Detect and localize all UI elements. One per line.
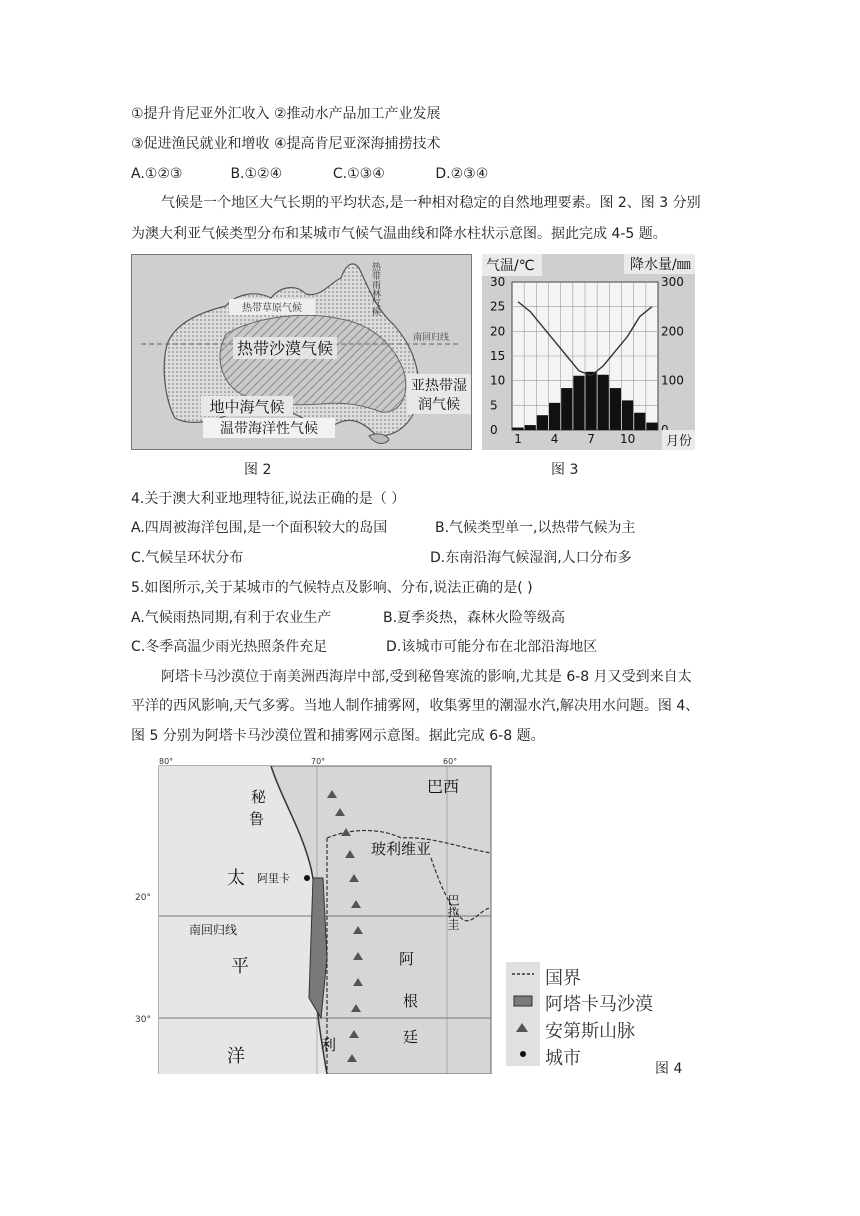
legend-symbols (506, 962, 540, 1066)
precip-bar-2 (525, 425, 536, 430)
question-5-option-b: B.夏季炎热，森林火险等级高 (383, 610, 566, 626)
figure-2-caption: 图 2 (244, 462, 272, 478)
question-5: 5.如图所示,关于某城市的气候特点及影响、分布,说法正确的是( ) (131, 580, 533, 596)
month-axis-label: 月份 (666, 434, 693, 449)
lon-80-label: 80° (159, 758, 174, 766)
label-desert: 热带沙漠气候 (236, 339, 334, 358)
precip-tick-200: 200 (661, 324, 684, 339)
city-arica-label: 阿里卡 (257, 872, 290, 885)
question-4-option-d: D.东南沿海气候湿润,人口分布多 (430, 550, 632, 566)
precip-bar-11 (634, 413, 645, 430)
answer-c: C.①③④ (332, 166, 385, 182)
pacific-label-2: 平 (231, 956, 249, 977)
answer-a: A.①②③ (131, 166, 183, 182)
lat-20-label: 20° (135, 893, 151, 903)
label-oceanic: 温带海洋性气候 (220, 421, 318, 437)
paragraph-1-line-2: 为澳大利亚气候类型分布和某城市气候气温曲线和降水柱状示意图。据此完成 4-5 题。 (131, 226, 667, 242)
label-subtropical-2: 润气候 (418, 397, 460, 413)
precip-bar-1 (513, 428, 524, 430)
peru-label-1: 秘 (251, 788, 267, 806)
option-line-1: ①提升肯尼亚外汇收入 ②推动水产品加工产业发展 (131, 106, 441, 122)
temp-tick-0: 0 (490, 423, 498, 437)
month-tick-1: 1 (514, 432, 522, 446)
label-rainforest: 热带雨林气候 (370, 262, 380, 316)
chile-label: 利 (321, 1036, 337, 1054)
tropic-label: 南回归线 (189, 923, 238, 937)
answer-options-3 (131, 164, 488, 184)
legend-border: 国界 (545, 968, 581, 989)
argentina-label-3: 廷 (403, 1028, 419, 1046)
answer-b: B.①②④ (230, 166, 283, 182)
precip-axis-label: 降水量/㎜ (630, 257, 691, 273)
answer-d: D.②③④ (435, 166, 489, 182)
figure-2-australia-map (131, 254, 472, 450)
question-4-option-c: C.气候呈环状分布 (131, 550, 244, 566)
legend-desert: 阿塔卡马沙漠 (545, 994, 653, 1015)
lon-60-label: 60° (443, 758, 458, 766)
question-5-option-c: C.冬季高温少雨光热照条件充足 (131, 639, 328, 655)
label-savanna: 热带草原气候 (242, 303, 302, 314)
question-4-option-a: A.四周被海洋包围,是一个面积较大的岛国 (131, 520, 388, 536)
question-4-option-b: B.气候类型单一,以热带气候为主 (435, 520, 636, 536)
paraguay-label: 巴拉圭 (446, 894, 460, 930)
temp-axis-label: 气温/℃ (486, 258, 535, 274)
temp-tick-20: 20 (490, 324, 506, 339)
figure-3-climate-chart (482, 254, 695, 450)
label-subtropical-1: 亚热带湿 (411, 378, 467, 394)
temp-tick-15: 15 (490, 349, 506, 363)
argentina-label-1: 阿 (399, 950, 415, 968)
precip-tick-300: 300 (661, 275, 684, 289)
precip-bar-10 (622, 400, 633, 430)
month-tick-7: 7 (587, 432, 595, 446)
paragraph-1-line-1: 气候是一个地区大气长期的平均状态,是一种相对稳定的自然地理要素。图 2、图 3 分别 (161, 195, 701, 211)
pacific-label-1: 太 (227, 868, 245, 889)
precip-bar-9 (610, 388, 621, 430)
figure-4-caption: 图 4 (655, 1061, 683, 1077)
label-mediterranean: 地中海气候 (209, 398, 285, 416)
paragraph-2-line-1: 阿塔卡马沙漠位于南美洲西海岸中部,受到秘鲁寒流的影响,尤其是 6-8 月又受到来自太 (161, 669, 692, 685)
precip-tick-100: 100 (661, 373, 684, 388)
pacific-label-3: 洋 (227, 1046, 245, 1067)
temp-tick-5: 5 (490, 398, 498, 413)
legend-desert-symbol (514, 996, 532, 1006)
question-5-option-a: A.气候雨热同期,有利于农业生产 (131, 610, 332, 626)
month-tick-10: 10 (619, 432, 636, 446)
bolivia-label: 玻利维亚 (371, 840, 432, 858)
legend-city: 城市 (545, 1048, 581, 1069)
brazil-label: 巴西 (427, 777, 460, 796)
city-marker (304, 875, 310, 881)
precip-bar-12 (646, 423, 657, 430)
temp-tick-10: 10 (490, 373, 506, 388)
option-line-2: ③促进渔民就业和增收 ④提高肯尼亚深海捕捞技术 (131, 136, 441, 152)
argentina-label-2: 根 (403, 992, 419, 1010)
legend-andes: 安第斯山脉 (545, 1021, 635, 1042)
precip-bar-5 (561, 388, 572, 430)
temp-tick-30: 30 (490, 275, 506, 289)
precip-bar-4 (549, 403, 560, 430)
precip-bar-6 (573, 376, 584, 430)
precip-bar-8 (598, 375, 609, 430)
label-tropic: 南回归线 (413, 333, 450, 343)
temp-tick-25: 25 (490, 299, 506, 314)
legend-city-symbol (520, 1051, 526, 1057)
paragraph-2-line-2: 平洋的西风影响,天气多雾。当地人制作捕雾网，收集雾里的潮湿水汽,解决用水问题。图 4、 (131, 698, 700, 714)
precip-bar-7 (586, 372, 597, 430)
precip-bar-3 (537, 415, 548, 430)
paragraph-2-line-3: 图 5 分别为阿塔卡马沙漠位置和捕雾网示意图。据此完成 6-8 题。 (131, 728, 545, 744)
question-4: 4.关于澳大利亚地理特征,说法正确的是（ ） (131, 491, 406, 507)
question-5-option-d: D.该城市可能分布在北部沿海地区 (386, 639, 598, 655)
figure-3-caption: 图 3 (551, 462, 579, 478)
lon-70-label: 70° (311, 758, 326, 766)
lat-30-label: 30° (135, 1015, 151, 1025)
month-tick-4: 4 (550, 432, 559, 446)
peru-label-2: 鲁 (249, 810, 265, 828)
figure-4-atacama-map (131, 758, 497, 1074)
